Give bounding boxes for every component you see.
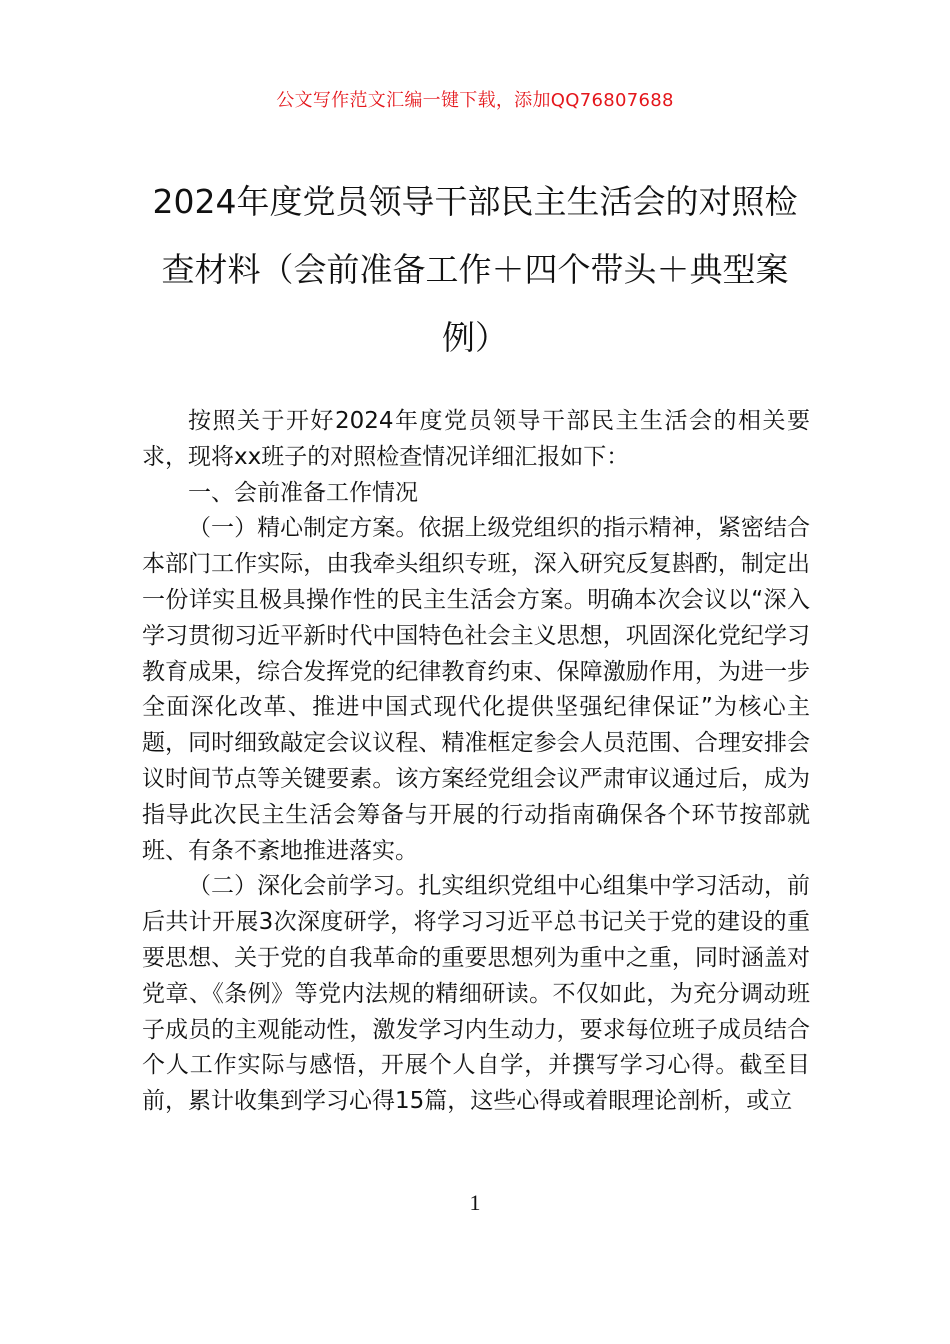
section-heading: 一、会前准备工作情况 bbox=[188, 479, 418, 506]
document-title: 2024年度党员领导干部民主生活会的对照检查材料（会前准备工作＋四个带头＋典型案例） bbox=[152, 182, 798, 357]
body-paragraph: （一）精心制定方案。依据上级党组织的指示精神，紧密结合本部门工作实际，由我牵头组织专班，深入研究反复斟酌，制定出一份详实且极具操作性的民主生活会方案。明确本次会议以“深入学习贯彻习近平新时代中国特色社会主义思想，巩固深化党纪学习教育成果，综合发挥党的纪律教育约束、保障激励作用，为进一步全面深化改革、推进中国式现代化提供坚强纪律保证”为核心主题，同时细致敲定会议议程、精准框定参会人员范围、合理安排会议时间节点等关键要素。该方案经党组会议严肃审议通过后，成为指导此次民主生活会筹备与开展的行动指南确保各个环节按部就班、有条不紊地推进落实。 bbox=[142, 515, 810, 864]
body-paragraph: （二）深化会前学习。扎实组织党组中心组集中学习活动，前后共计开展3次深度研学，将学习习近平总书记关于党的建设的重要思想、关于党的自我革命的重要思想列为重中之重，同时涵盖对党章、《条例》等党内法规的精细研读。不仅如此，为充分调动班子成员的主观能动性，激发学习内生动力，要求每位班子成员结合个人工作实际与感悟，开展个人自学，并撰写学习心得。截至目前，累计收集到学习心得15篇，这些心得或着眼理论剖析，或立 bbox=[142, 873, 810, 1115]
document-body bbox=[142, 404, 810, 1120]
header-note: 公文写作范文汇编一键下载，添加QQ76807688 bbox=[276, 90, 674, 111]
page-number: 1 bbox=[469, 1190, 481, 1215]
intro-paragraph: 按照关于开好2024年度党员领导干部民主生活会的相关要求，现将xx班子的对照检查情况详细汇报如下： bbox=[142, 408, 810, 470]
